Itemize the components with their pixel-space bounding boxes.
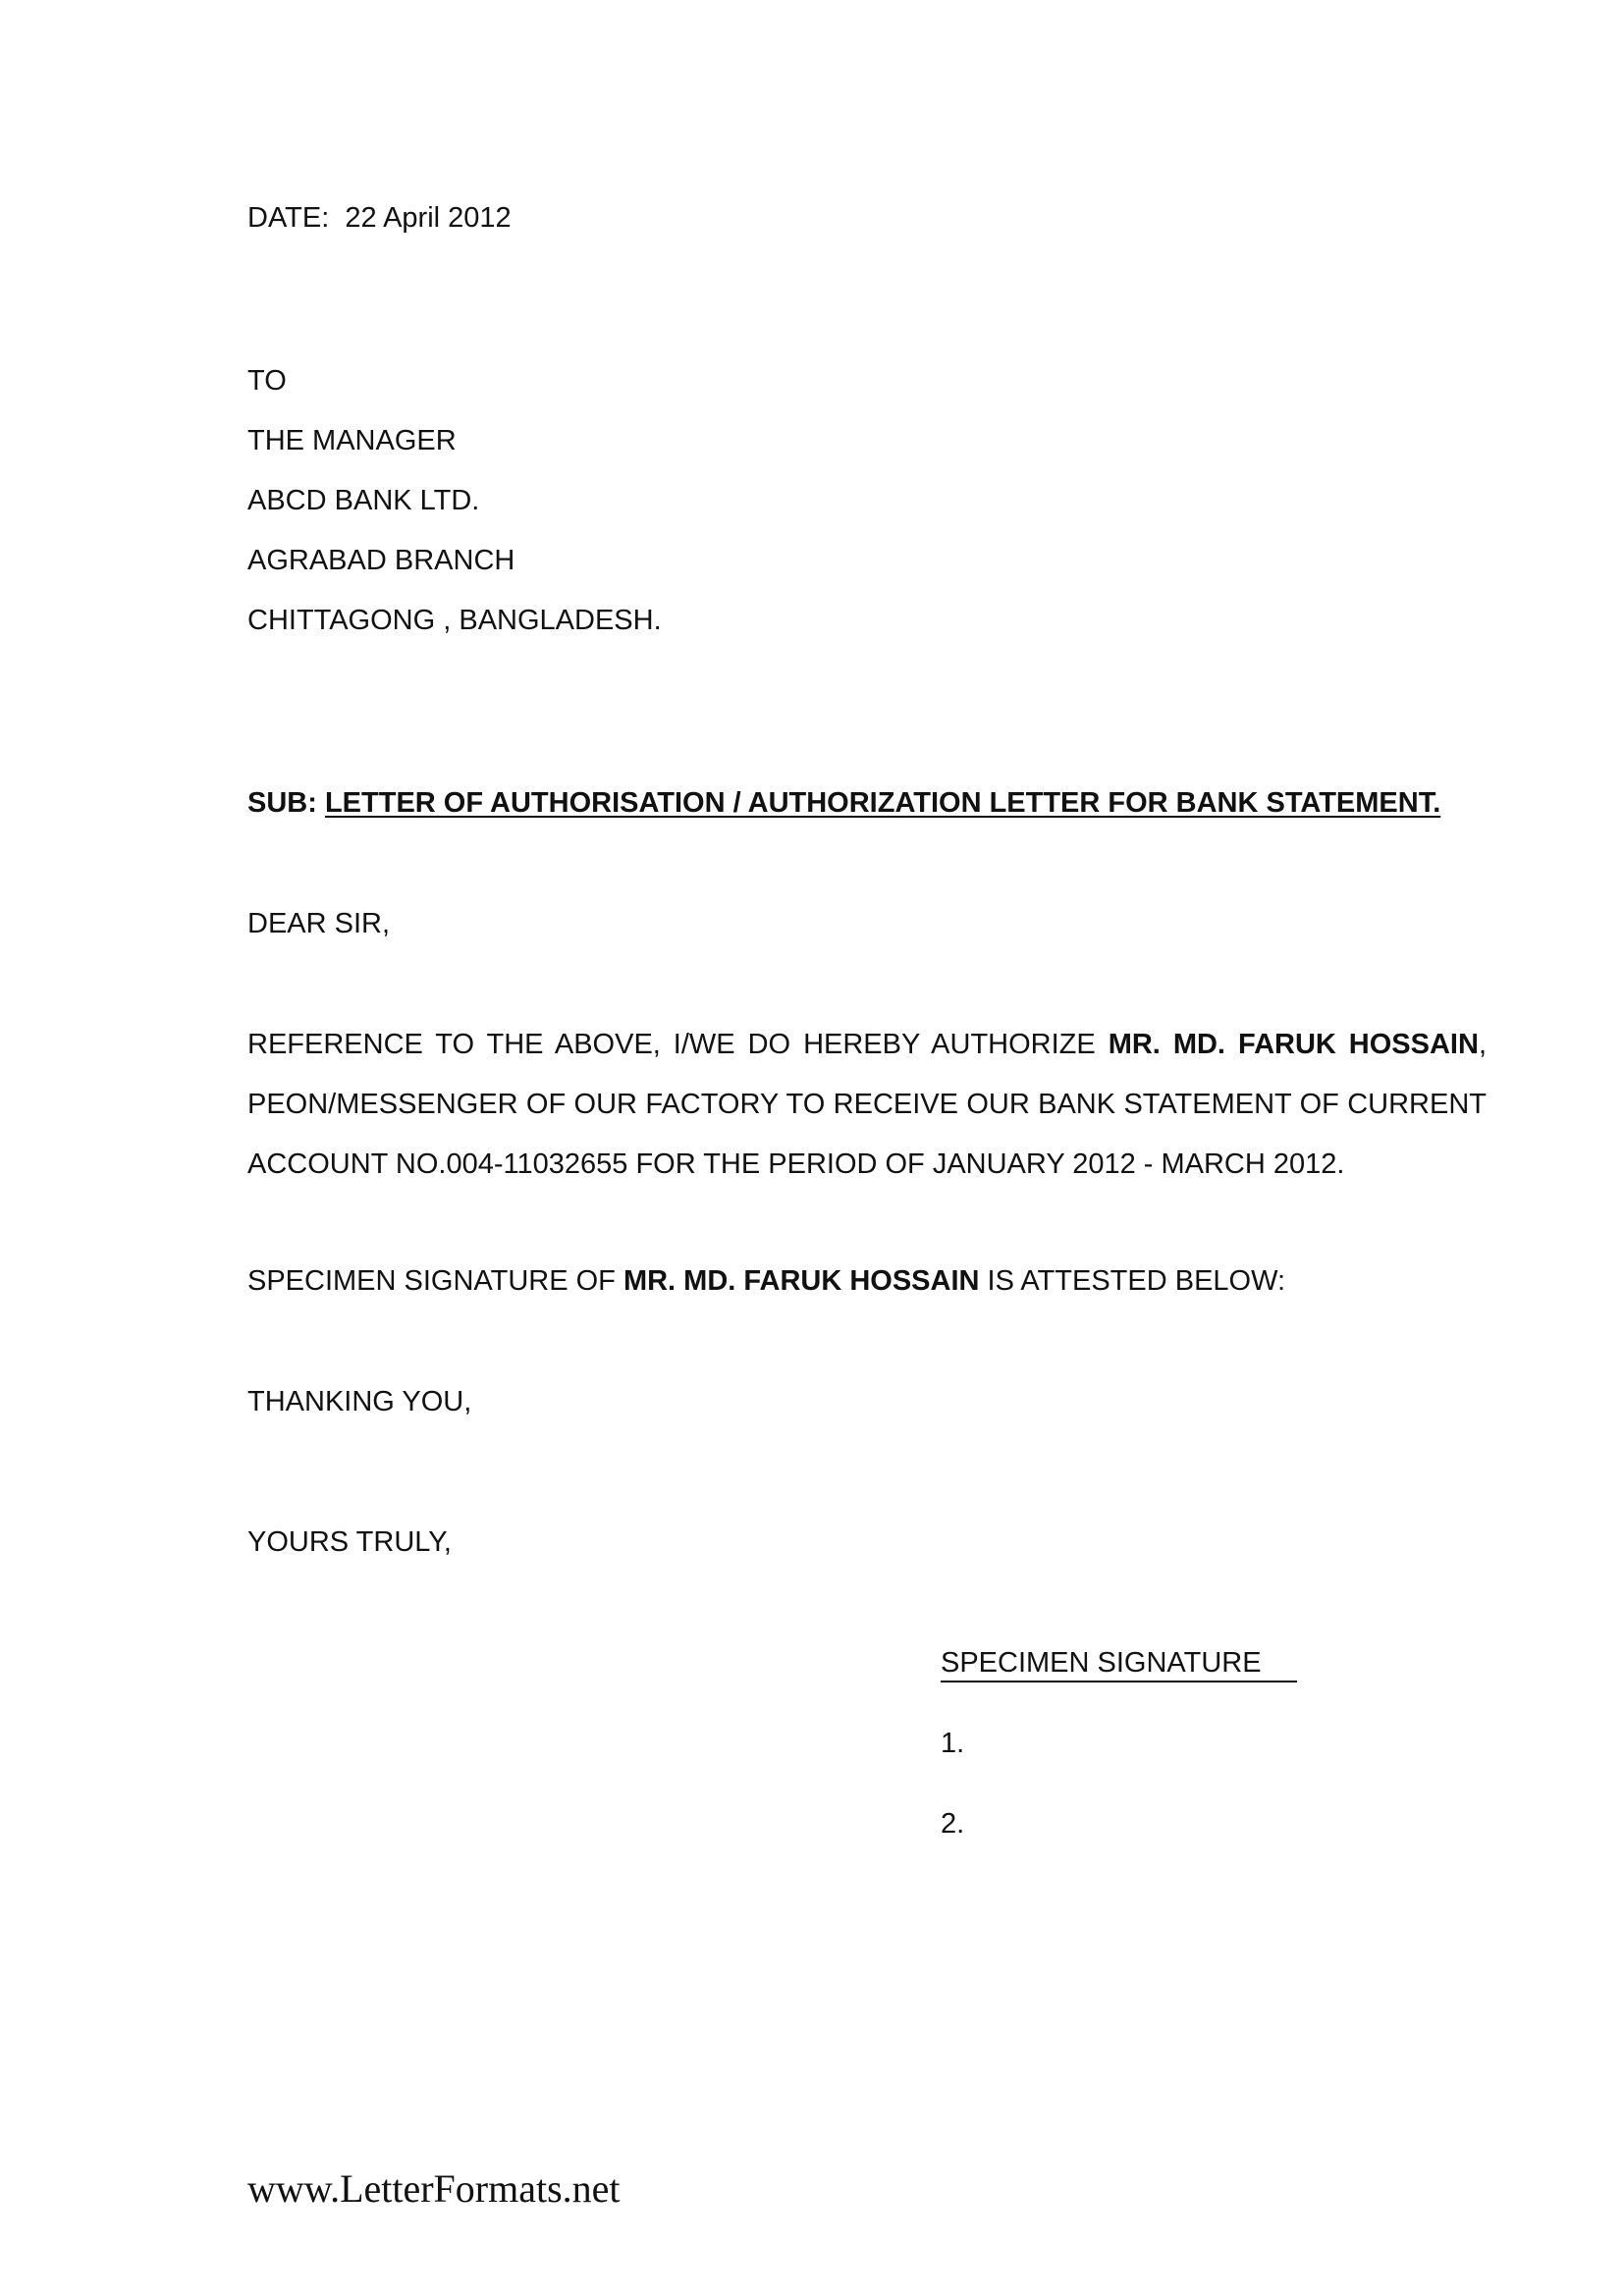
recipient-bank: ABCD BANK LTD. bbox=[247, 485, 480, 516]
subject-label: SUB: bbox=[247, 787, 317, 819]
subject-line bbox=[247, 785, 1440, 821]
body-paragraph-authorization bbox=[247, 1015, 1487, 1195]
body-text: , bbox=[1478, 1029, 1487, 1060]
recipient-title: THE MANAGER bbox=[247, 425, 457, 456]
body-paragraph-specimen bbox=[247, 1263, 1285, 1299]
authorized-person-name: MR. MD. FARUK HOSSAIN bbox=[1108, 1029, 1479, 1060]
recipient-branch: AGRABAD BRANCH bbox=[247, 545, 515, 576]
date-line bbox=[247, 200, 512, 236]
date-value: 22 April 2012 bbox=[345, 202, 512, 234]
body-row-1 bbox=[247, 1015, 1487, 1075]
footer-watermark: www.LetterFormats.net bbox=[247, 2166, 621, 2211]
body-text: REFERENCE TO THE ABOVE, I/WE DO HEREBY AUTHORIZE bbox=[247, 1029, 1109, 1060]
recipient-to: TO bbox=[247, 365, 287, 397]
specimen-signature-heading: SPECIMEN SIGNATURE bbox=[941, 1645, 1297, 1682]
recipient-city: CHITTAGONG , BANGLADESH. bbox=[247, 605, 662, 636]
specimen-signature-item-1: 1. bbox=[941, 1728, 965, 1759]
closing-thanks: THANKING YOU, bbox=[247, 1386, 472, 1417]
body-row-2: PEON/MESSENGER OF OUR FACTORY TO RECEIVE OUR BANK STATEMENT OF CURRENT bbox=[247, 1089, 1487, 1120]
subject-text: LETTER OF AUTHORISATION / AUTHORIZATION LETTER FOR BANK STATEMENT. bbox=[324, 787, 1441, 819]
closing-yours-truly: YOURS TRULY, bbox=[247, 1526, 452, 1558]
salutation: DEAR SIR, bbox=[247, 908, 391, 939]
body-row-3: ACCOUNT NO.004-11032655 FOR THE PERIOD OF JANUARY 2012 - MARCH 2012. bbox=[247, 1148, 1345, 1180]
body-text: SPECIMEN SIGNATURE OF bbox=[247, 1265, 623, 1297]
authorized-person-name: MR. MD. FARUK HOSSAIN bbox=[623, 1265, 980, 1297]
body-text: IS ATTESTED BELOW: bbox=[979, 1265, 1286, 1297]
specimen-signature-item-2: 2. bbox=[941, 1808, 965, 1840]
date-label: DATE: bbox=[247, 202, 330, 234]
specimen-signature-block bbox=[941, 1645, 1297, 1682]
